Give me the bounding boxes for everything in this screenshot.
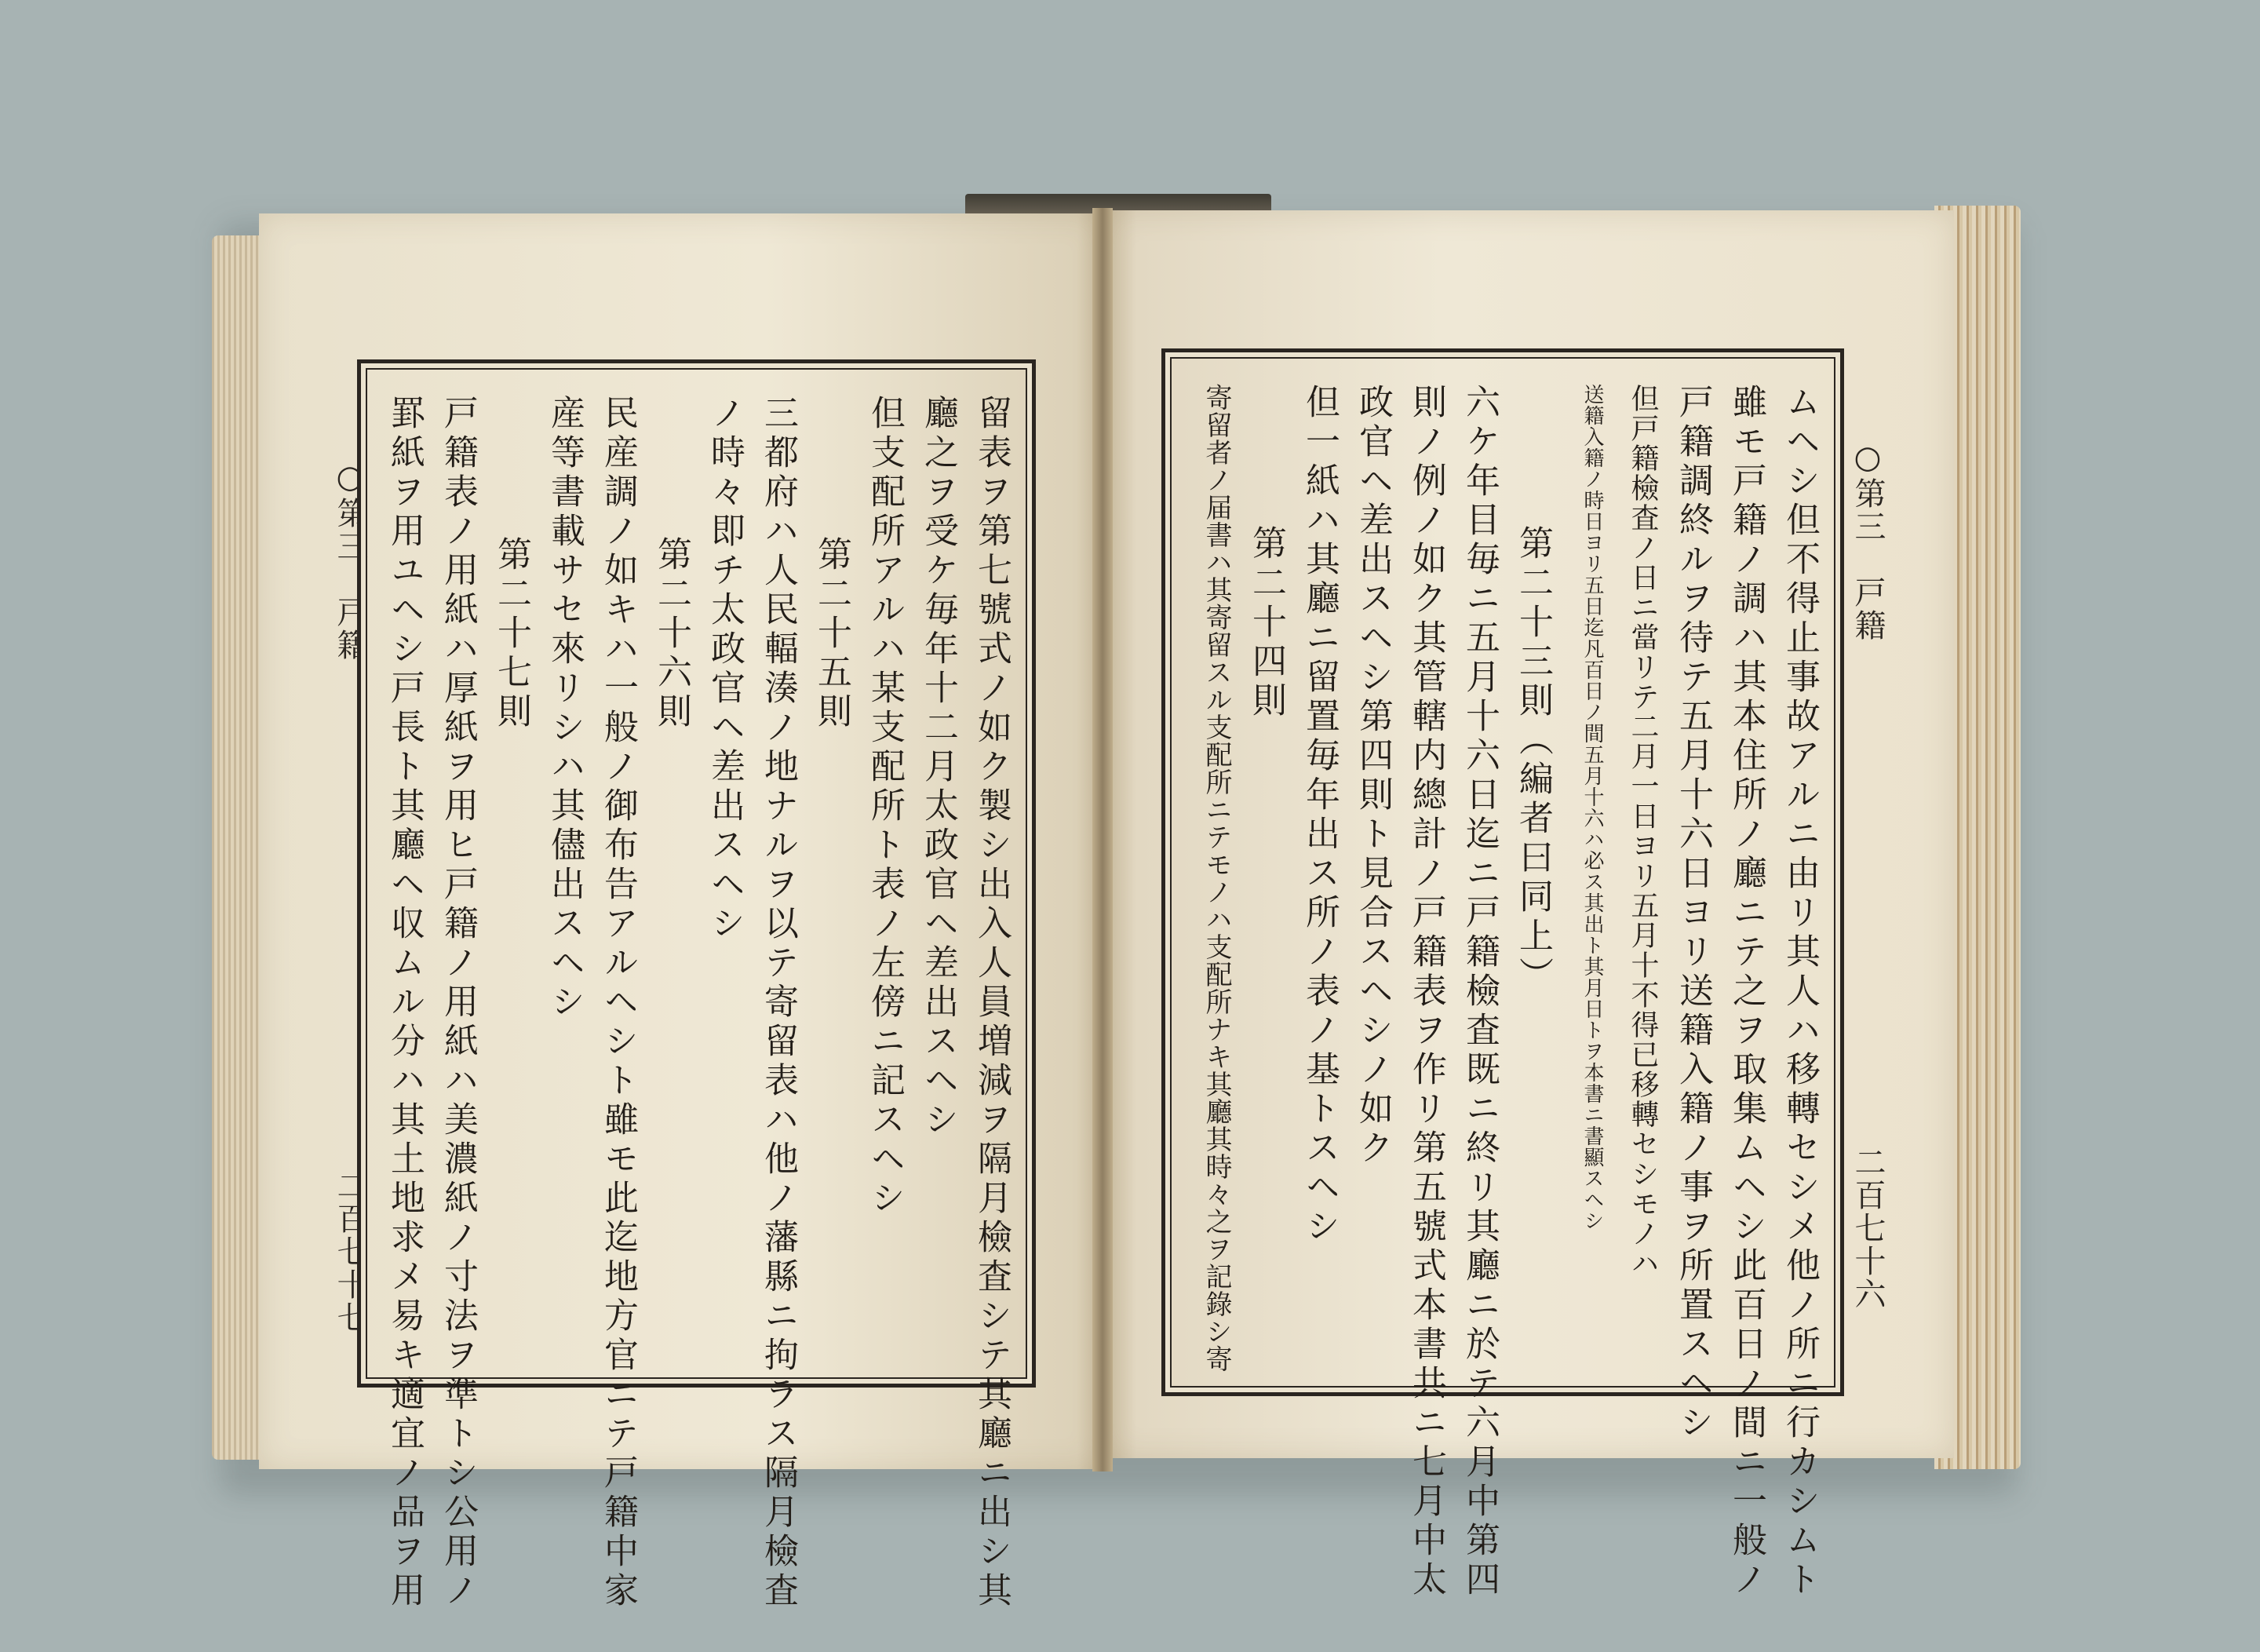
book-gutter: [1092, 208, 1113, 1471]
right-col-10: 但一紙ハ其廳ニ留置毎年出ス所ノ表ノ基トスヘシ: [1300, 384, 1340, 1247]
right-col-2: 雖モ戸籍ノ調ハ其本住所ノ廳ニテ之ヲ取集ムヘシ此百日ノ間ニ一般ノ: [1726, 384, 1766, 1600]
right-page-header: ○第三 戸籍: [1850, 439, 1886, 642]
left-col-10-heading: 第二十七則: [491, 536, 531, 732]
left-col-12: 罫紙ヲ用ユヘシ戸長ト其廳ヘ収ムル分ハ其土地求メ易キ適宜ノ品ヲ用: [385, 395, 425, 1611]
left-page-header: ○第三 戸籍: [332, 459, 368, 662]
left-col-11: 戸籍表ノ用紙ハ厚紙ヲ用ヒ戸籍ノ用紙ハ美濃紙ノ寸法ヲ準トシ公用ノ: [438, 395, 478, 1611]
right-col-9: 政官ヘ差出スヘシ第四則ト見合スヘシノ如ク: [1353, 384, 1393, 1169]
right-col-3: 戸籍調終ルヲ待テ五月十六日ヨリ送籍入籍ノ事ヲ所置スヘシ: [1673, 384, 1713, 1443]
right-text-frame: [1161, 348, 1844, 1600]
right-col-12: 寄留者ノ届書ハ其寄留スル支配所ニテモノハ支配所ナキ其廳其時々之ヲ記錄シ寄: [1201, 384, 1232, 1373]
right-col-8: 則ノ例ノ如ク其管轄内總計ノ戸籍表ヲ作リ第五號式本書共ニ七月中太: [1406, 384, 1446, 1600]
right-col-6-heading: 第二十三則（編者曰同上）: [1513, 525, 1553, 996]
left-col-8: 民産調ノ如キハ一般ノ御布告アルヘシト雖モ此迄地方官ニテ戸籍中家: [598, 395, 638, 1611]
right-col-4: 但戸籍檢査ノ日ニ當リテ二月一日ヨリ五月十不得已移轉セシモノハ: [1627, 384, 1659, 1278]
left-col-3: 但支配所アルハ某支配所ト表ノ左傍ニ記スヘシ: [865, 395, 905, 1219]
right-col-7: 六ケ年目毎ニ五月十六日迄ニ戸籍檢査既ニ終リ其廳ニ於テ六月中第四: [1460, 384, 1500, 1600]
left-col-6: ノ時々即チ太政官ヘ差出スヘシ: [705, 395, 745, 944]
left-text-frame: [357, 359, 1036, 1611]
right-col-5: 送籍入籍ノ時日ヨリ五日迄凡百日ノ間五月十六ハ必ス其出ト其月日トヲ本書ニ書顯スヘシ: [1580, 384, 1604, 1231]
left-col-4-heading: 第二十五則: [811, 536, 851, 732]
left-col-2: 廳之ヲ受ケ毎年十二月太政官ヘ差出スヘシ: [918, 395, 958, 1140]
left-col-5: 三都府ハ人民輻湊ノ地ナルヲ以テ寄留表ハ他ノ藩縣ニ拘ラス隔月檢査: [758, 395, 798, 1611]
right-col-1: ムヘシ但不得止事故アルニ由リ其人ハ移轉セシメ他ノ所ニ行カシムト: [1780, 384, 1820, 1600]
right-page-number: 二百七十六: [1850, 1146, 1886, 1311]
left-col-1: 留表ヲ第七號式ノ如ク製シ出入人員増減ヲ隔月檢査シテ其廳ニ出シ其: [971, 395, 1012, 1611]
left-page-number: 二百七十七: [332, 1169, 368, 1334]
left-col-7-heading: 第二十六則: [651, 536, 691, 732]
right-col-11-heading: 第二十四則: [1246, 525, 1286, 721]
left-col-9: 産等書載サセ來リシハ其儘出スヘシ: [545, 395, 585, 1023]
